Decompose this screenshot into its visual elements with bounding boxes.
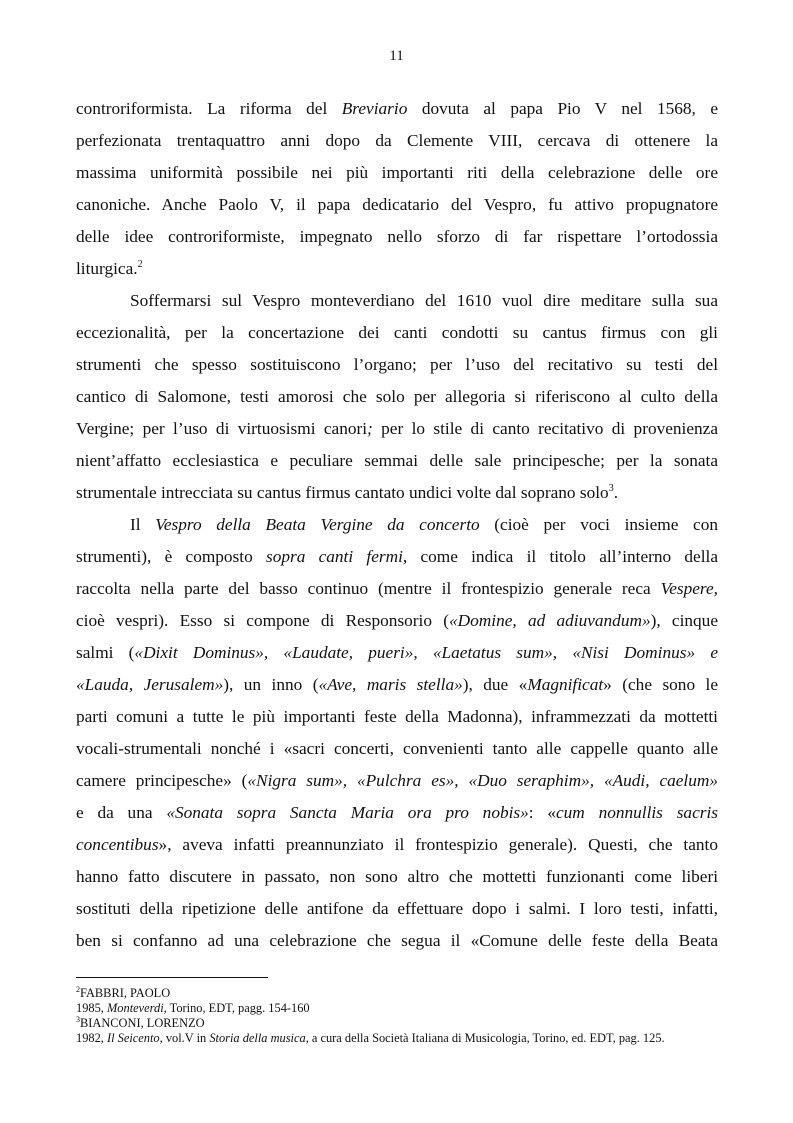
text-line: strumentale intrecciata su cantus firmus cantato undici volte dal soprano solo$^3$. bbox=[76, 483, 619, 502]
text-line: «Lauda, Jerusalem»), un inno («Ave, maris stella»), due «Magnificat» (che sono le bbox=[76, 675, 719, 694]
footnote-2-author: $^2$FABBRI, PAOLO bbox=[76, 985, 171, 1000]
text-line: nient’affatto ecclesiastica e peculiare semmai delle sale principesche; per la sonata bbox=[76, 451, 718, 470]
text-line: salmi («Dixit Dominus», «Laudate, pueri», «Laetatus sum», «Nisi Dominus» e bbox=[76, 643, 718, 662]
page-number: 11 bbox=[389, 48, 404, 64]
text-line: Vergine; per l’uso di virtuosismi canori; per lo stile di canto recitativo di provenienza bbox=[76, 419, 718, 438]
text-line: massima uniformità possibile nei più importanti riti della celebrazione delle ore bbox=[76, 163, 718, 182]
text-line: vocali-strumentali nonché i «sacri concerti, convenienti tanto alle cappelle quanto alle bbox=[76, 739, 718, 758]
footnote-3-source: 1982, Il Seicento, vol.V in Storia della musica, a cura della Società Italiana di Musicologia, Torino, ed. EDT, pag. 125. bbox=[76, 1031, 665, 1045]
text-line: canoniche. Anche Paolo V, il papa dedicatario del Vespro, fu attivo propugnatore bbox=[76, 195, 718, 214]
text-line: perfezionata trentaquattro anni dopo da Clemente VIII, cercava di ottenere la bbox=[76, 131, 718, 150]
footnote-ref: 3 bbox=[608, 483, 614, 494]
text-line: sostituti della ripetizione delle antifone da effettuare dopo i salmi. I loro testi, infatti, bbox=[76, 899, 718, 918]
text-line: hanno fatto discutere in passato, non sono altro che mottetti funzionanti come liberi bbox=[76, 867, 718, 886]
footnote-3-author: $^3$BIANCONI, LORENZO bbox=[76, 1015, 205, 1030]
text-line: e da una «Sonata sopra Sancta Maria ora pro nobis»: «cum nonnullis sacris bbox=[76, 803, 718, 822]
text-line: ben si confanno ad una celebrazione che segua il «Comune delle feste della Beata bbox=[76, 931, 718, 950]
text-line: raccolta nella parte del basso continuo (mentre il frontespizio generale reca Vespere, bbox=[76, 579, 718, 598]
text-line: strumenti), è composto sopra canti fermi, come indica il titolo all’interno della bbox=[76, 547, 719, 566]
text-line: parti comuni a tutte le più importanti feste della Madonna), inframmezzati da mottetti bbox=[76, 707, 718, 726]
footnote-separator bbox=[76, 977, 268, 978]
text-line: cioè vespri). Esso si compone di Responsorio («Domine, ad adiuvandum»), cinque bbox=[76, 611, 718, 630]
text-line: eccezionalità, per la concertazione dei canti condotti su cantus firmus con gli bbox=[76, 323, 718, 342]
text-line: Il Vespro della Beata Vergine da concerto (cioè per voci insieme con bbox=[130, 515, 718, 534]
text-line: strumenti che spesso sostituiscono l’organo; per l’uso del recitativo su testi del bbox=[76, 355, 718, 374]
text-line: delle idee controriformiste, impegnato nello sforzo di far rispettare l’ortodossia bbox=[76, 227, 718, 246]
footnote-2-source: 1985, Monteverdi, Torino, EDT, pagg. 154-160 bbox=[76, 1001, 310, 1015]
text-line: liturgica.$^2$ bbox=[76, 259, 143, 278]
text-line: concentibus», aveva infatti preannunziato il frontespizio generale). Questi, che tanto bbox=[76, 835, 718, 854]
footnote-ref: 2 bbox=[137, 259, 143, 270]
text-line: camere principesche» («Nigra sum», «Pulchra es», «Duo seraphim», «Audi, caelum» bbox=[76, 771, 718, 790]
text-line: Soffermarsi sul Vespro monteverdiano del 1610 vuol dire meditare sulla sua bbox=[130, 291, 718, 310]
text-line: cantico di Salomone, testi amorosi che solo per allegoria si riferiscono al culto della bbox=[76, 387, 718, 406]
text-line: controriformista. La riforma del Breviario dovuta al papa Pio V nel 1568, e bbox=[76, 99, 718, 118]
